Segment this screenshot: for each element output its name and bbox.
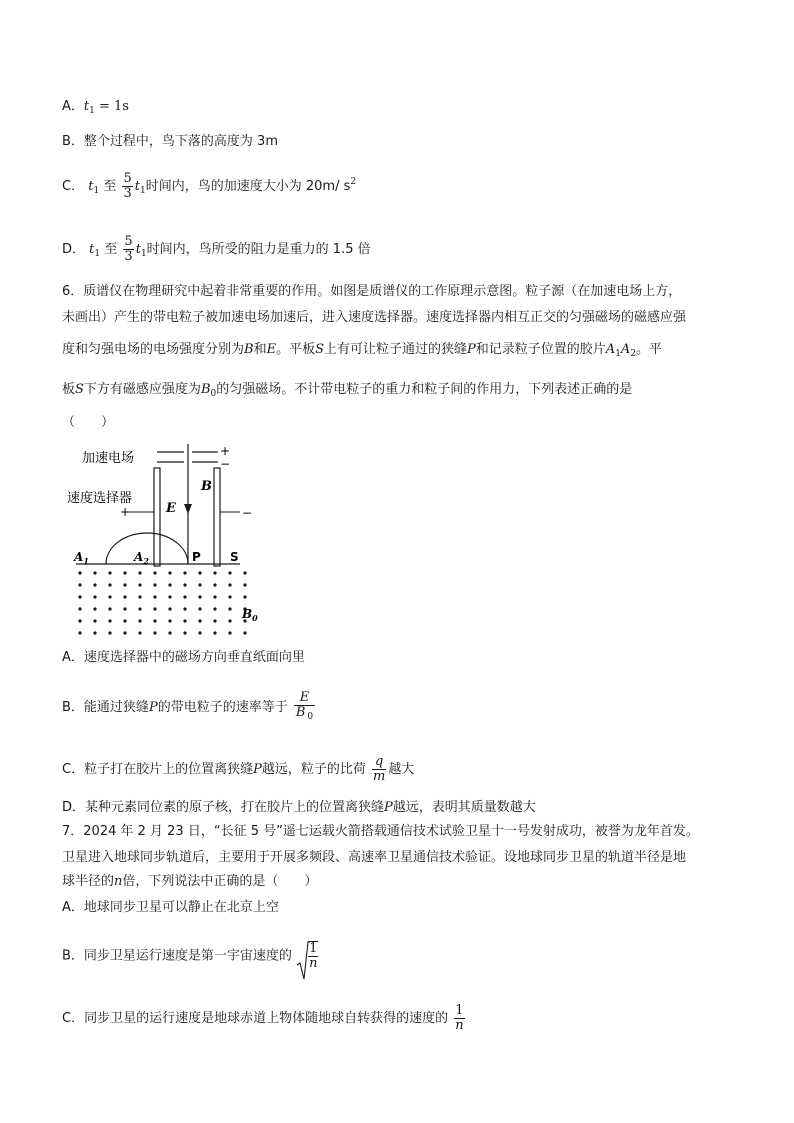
radical-sign: [296, 941, 310, 981]
text: 的带电粒子的速率等于: [157, 700, 288, 715]
option-text: 同步卫星运行速度是第一宇宙速度的: [83, 948, 292, 964]
option-text: 整个过程中，鸟下落的高度为 3m: [83, 134, 278, 149]
selector-plate-left: [154, 468, 160, 566]
option-label: C．: [62, 762, 85, 777]
field-dot: [168, 583, 171, 586]
var-p: P: [253, 762, 262, 777]
fraction: [122, 172, 132, 201]
numerator: 1: [309, 941, 318, 956]
field-dot: [228, 595, 231, 598]
plus-sign: +: [220, 444, 231, 458]
subscript: 1: [140, 249, 147, 259]
q6-stem-line2: 未画出）产生的带电粒子被加速电场加速后，进入速度选择器。速度选择器内相互正交的匀强磁场的磁感应强: [62, 310, 687, 325]
field-dot: [198, 619, 201, 622]
field-dot: [93, 607, 96, 610]
text: 越远，表明其质量数越大: [392, 800, 536, 815]
field-dot: [93, 619, 96, 622]
text: 越大: [388, 762, 415, 777]
field-dot: [198, 571, 201, 574]
field-dot: [243, 583, 246, 586]
field-dot: [168, 595, 171, 598]
field-dot: [183, 631, 186, 634]
field-dot: [153, 607, 156, 610]
q6-stem-line3: [62, 341, 662, 363]
beam-arrow: [184, 504, 192, 514]
q5-option-a: [62, 98, 129, 120]
q6-option-a: [62, 649, 305, 667]
var-a2: A: [620, 342, 631, 357]
field-dot: [243, 595, 246, 598]
fraction: [294, 691, 315, 724]
text: 能通过狭缝: [83, 700, 149, 715]
denominator: n: [455, 1018, 464, 1033]
field-dot: [198, 607, 201, 610]
field-dot: [78, 631, 81, 634]
field-dot: [78, 619, 81, 622]
field-dot: [123, 619, 126, 622]
field-dot: [228, 607, 231, 610]
field-dot: [123, 607, 126, 610]
field-dot: [168, 631, 171, 634]
label-p: P: [192, 550, 201, 564]
magnetic-field-dots: [78, 571, 246, 634]
field-dot: [243, 631, 246, 634]
field-dot: [108, 595, 111, 598]
q7-option-a: [62, 899, 279, 917]
label-a2-sub: 2: [143, 556, 149, 566]
field-dot: [153, 571, 156, 574]
q6-stem-line4: [62, 381, 632, 403]
subscript: 1: [89, 106, 95, 116]
text: 的匀强磁场。不计带电粒子的重力和粒子间的作用力，下列表述正确的是: [216, 382, 633, 397]
option-text: 速度选择器中的磁场方向垂直纸面向里: [83, 650, 305, 665]
option-label: C．: [62, 179, 85, 194]
den-letter: B: [295, 705, 306, 720]
field-dot: [213, 595, 216, 598]
option-label: C．: [62, 1011, 85, 1026]
field-dot: [183, 619, 186, 622]
numerator: 1: [455, 1003, 464, 1018]
equation: = 1s: [94, 99, 129, 114]
field-dot: [138, 595, 141, 598]
subscript: 2: [630, 349, 637, 359]
q7-option-b: [62, 941, 320, 971]
selector-plate-right: [214, 468, 220, 566]
field-dot: [78, 607, 81, 610]
minus-sign: −: [220, 457, 231, 471]
var-b0: B: [200, 382, 211, 397]
label-a2: [133, 550, 149, 566]
field-dot: [198, 583, 201, 586]
numerator: E: [294, 691, 315, 706]
text: 球半径的: [62, 874, 115, 889]
plus-sign: +: [120, 505, 131, 519]
label-b: B: [201, 479, 212, 494]
numerator: 5: [124, 234, 133, 249]
superscript: 2: [350, 177, 357, 187]
var-p: P: [148, 700, 158, 715]
text: 至: [103, 179, 117, 194]
var-t: t: [135, 242, 141, 257]
label-a1-sub: 1: [83, 556, 89, 566]
fraction: [372, 755, 386, 784]
option-text: 地球同步卫星可以静止在北京上空: [83, 900, 279, 915]
field-dot: [183, 607, 186, 610]
label-e: E: [166, 501, 176, 516]
field-dot: [213, 619, 216, 622]
denominator: m: [373, 769, 386, 784]
q6-option-d: [62, 799, 536, 817]
numerator: q: [372, 755, 386, 770]
field-dot: [138, 631, 141, 634]
var-e: E: [266, 342, 277, 357]
subscript: 1: [615, 349, 621, 359]
velocity-selector-label: 速度选择器: [67, 491, 133, 506]
option-text: 同步卫星的运行速度是地球赤道上物体随地球自转获得的速度的: [84, 1011, 449, 1026]
text: 度和匀强电场的电场强度分别为: [62, 342, 245, 357]
option-label: B．: [62, 948, 84, 964]
option-label: A．: [62, 900, 84, 915]
field-dot: [198, 595, 201, 598]
q7-stem-line3: [62, 873, 317, 891]
field-dot: [213, 631, 216, 634]
text: 粒子打在胶片上的位置离狭缝: [84, 762, 254, 777]
q7-stem-line1: 7．2024 年 2 月 23 日，“长征 5 号”遥七运载火箭搭载通信技术试验卫星十一号发射成功，被誉为龙年首发。: [62, 824, 699, 839]
text: 板: [62, 382, 76, 397]
field-dot: [138, 619, 141, 622]
var-a1: A: [605, 342, 616, 357]
field-dot: [198, 631, 201, 634]
subscript: 1: [93, 186, 100, 196]
var-p: P: [384, 800, 393, 815]
q5-option-d: [62, 235, 371, 264]
field-dot: [153, 583, 156, 586]
text: 和记录粒子位置的胶片: [475, 342, 606, 357]
text: 至: [104, 242, 118, 257]
field-dot: [183, 583, 186, 586]
var-p: P: [467, 342, 476, 357]
q7-stem-line2: 卫星进入地球同步轨道后，主要用于开展多频段、高速率卫星通信技术验证。设地球同步卫星的轨道半径是地: [62, 850, 687, 865]
field-dot: [78, 595, 81, 598]
field-dot: [93, 631, 96, 634]
field-dot: [123, 583, 126, 586]
field-dot: [228, 619, 231, 622]
text: 上有可让粒子通过的狭缝: [324, 342, 468, 357]
field-dot: [78, 583, 81, 586]
label-b0-sub: 0: [252, 613, 258, 623]
field-dot: [108, 607, 111, 610]
option-text: 时间内，鸟的加速度大小为 20m/ s: [145, 179, 351, 194]
var-n: n: [114, 874, 123, 889]
field-dot: [93, 571, 96, 574]
field-dot: [108, 571, 111, 574]
field-dot: [93, 583, 96, 586]
label-a2-letter: A: [134, 550, 144, 564]
minus-sign: −: [242, 506, 253, 520]
option-label: B．: [62, 700, 84, 715]
var-s: S: [315, 342, 325, 357]
option-label: B．: [62, 134, 84, 149]
den-sub: 0: [307, 712, 314, 722]
field-dot: [93, 595, 96, 598]
q7-option-c: [62, 1004, 467, 1033]
denominator: 3: [123, 186, 132, 201]
option-label: D．: [62, 242, 86, 257]
fraction: [454, 1004, 464, 1033]
label-b0: [241, 607, 258, 623]
q6-answer-paren: （ ）: [62, 415, 115, 430]
option-label: D．: [62, 800, 86, 815]
field-dot: [243, 571, 246, 574]
field-dot: [138, 571, 141, 574]
denominator: 3: [124, 249, 133, 264]
mass-spectrometer-diagram: [62, 440, 272, 640]
q6-option-c: [62, 755, 414, 784]
var-b: B: [244, 342, 254, 357]
option-label: A．: [62, 650, 84, 665]
field-dot: [108, 619, 111, 622]
field-dot: [153, 595, 156, 598]
text: 倍，下列说法中正确的是（ ）: [122, 874, 318, 889]
field-dot: [153, 631, 156, 634]
var-t: t: [83, 99, 90, 114]
label-s: S: [230, 550, 239, 564]
field-dot: [228, 631, 231, 634]
var-t: t: [88, 179, 94, 194]
text: 某种元素同位素的原子核，打在胶片上的位置离狭缝: [85, 800, 385, 815]
subscript: 1: [94, 249, 101, 259]
text: 下方有磁感应强度为: [83, 382, 201, 397]
field-dot: [183, 571, 186, 574]
field-dot: [183, 595, 186, 598]
field-dot: [168, 607, 171, 610]
field-dot: [228, 571, 231, 574]
label-b0-letter: B: [242, 607, 253, 621]
q6-stem-line1: 6．质谱仪在物理研究中起着非常重要的作用。如图是质谱仪的工作原理示意图。粒子源（在加速电场上方，: [62, 284, 682, 299]
q6-option-b: [62, 691, 317, 724]
denominator: [294, 706, 315, 724]
text: 。平: [636, 342, 663, 357]
subscript: 1: [140, 186, 146, 196]
square-root: [296, 941, 320, 971]
var-t: t: [89, 242, 95, 257]
field-dot: [138, 607, 141, 610]
field-dot: [123, 595, 126, 598]
numerator: 5: [123, 171, 132, 186]
field-dot: [168, 619, 171, 622]
option-text: 时间内，鸟所受的阻力是重力的 1.5 倍: [146, 242, 371, 257]
field-dot: [213, 583, 216, 586]
option-label: A．: [62, 99, 84, 114]
subscript: 0: [210, 389, 217, 399]
field-dot: [153, 619, 156, 622]
q5-option-b: [62, 133, 278, 151]
field-dot: [213, 571, 216, 574]
denominator: n: [309, 956, 318, 971]
field-dot: [168, 571, 171, 574]
fraction: [123, 235, 133, 264]
text: 和: [253, 342, 267, 357]
field-dot: [123, 631, 126, 634]
field-dot: [78, 571, 81, 574]
field-dot: [138, 583, 141, 586]
field-dot: [108, 583, 111, 586]
field-dot: [228, 583, 231, 586]
q5-option-c: [62, 172, 356, 201]
field-dot: [108, 631, 111, 634]
var-t: t: [134, 179, 140, 194]
label-a1-letter: A: [74, 550, 84, 564]
field-dot: [213, 607, 216, 610]
text: 。平板: [276, 342, 316, 357]
accel-field-label: 加速电场: [82, 451, 135, 466]
text: 越远，粒子的比荷: [261, 762, 366, 777]
field-dot: [123, 571, 126, 574]
var-s: S: [75, 382, 84, 397]
label-a1: [73, 550, 89, 566]
